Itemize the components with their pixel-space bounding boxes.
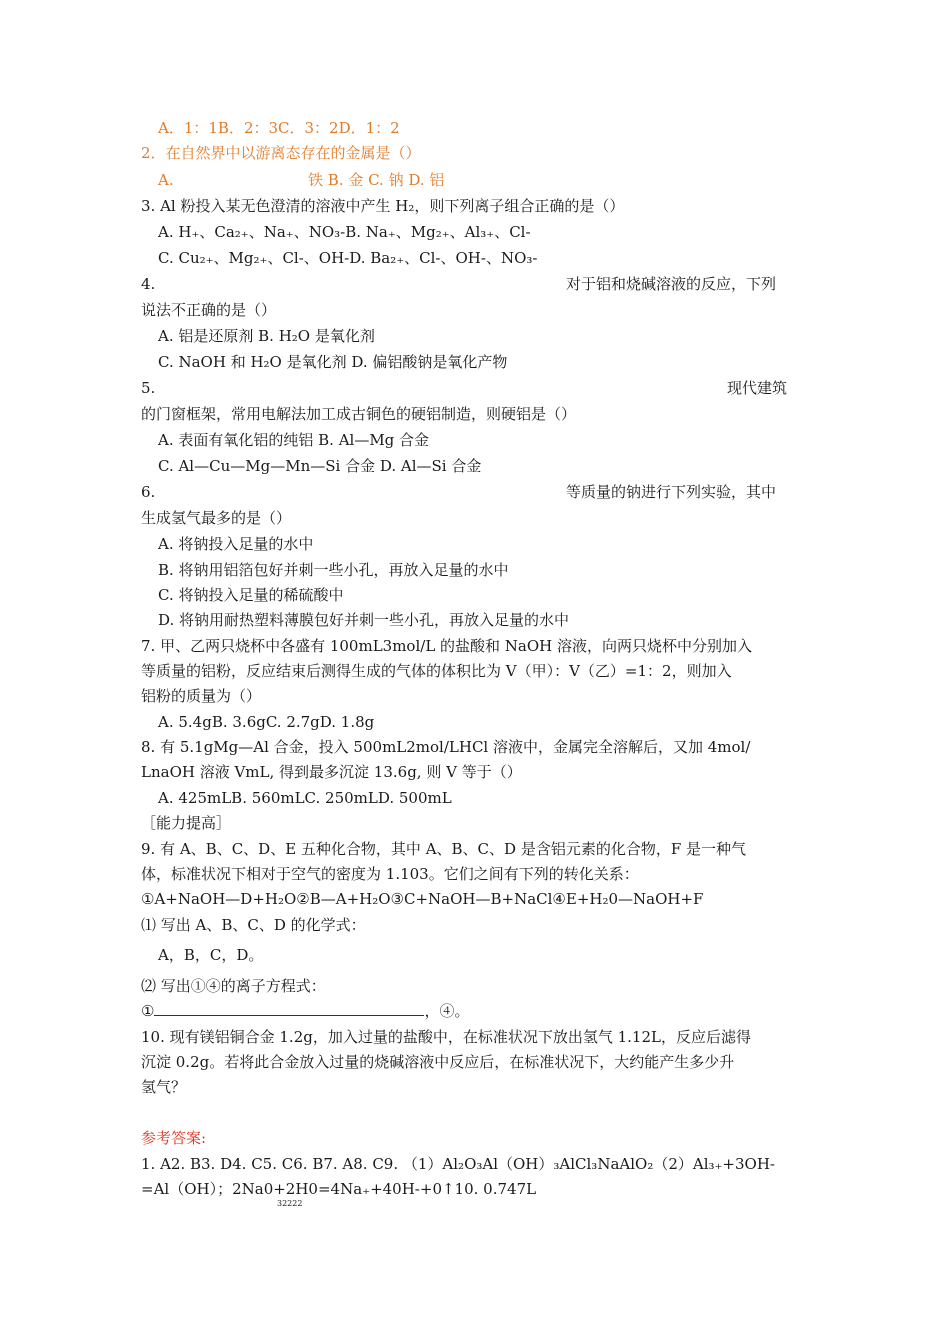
answers-line2: =Al（OH）；2Na0+2H0=4Na₊+40H-+0↑10. 0.747L — [141, 1180, 537, 1198]
q10-stem-cont2: 氢气？ — [141, 1078, 187, 1096]
q9-reactions: ①A+NaOH—D+H₂O②B—A+H₂O③C+NaOH—B+NaCl④E+H₂0—NaOH+F — [141, 890, 704, 908]
q3-stem: 3. Al 粉投入某无色澄清的溶液中产生 H₂，则下列离子组合正确的是（） — [141, 197, 625, 215]
q3-options-cd: C. Cu₂₊、Mg₂₊、Cl-、OH-D. Ba₂₊、Cl-、OH-、NO₃- — [158, 249, 538, 267]
q7-options: A. 5.4gB. 3.6gC. 2.7gD. 1.8g — [158, 713, 375, 731]
blank-marker-1: ① — [141, 1002, 155, 1020]
q8-options: A. 425mLB. 560mLC. 250mLD. 500mL — [158, 789, 452, 807]
answers-heading: 参考答案: — [141, 1129, 207, 1147]
answers-line1: 1. A2. B3. D4. C5. C6. B7. A8. C9. （1）Al₂O₃Al（OH）₃AlCl₃NaAlO₂（2）Al₃₊+3OH- — [141, 1155, 775, 1173]
q5-options-cd: C. Al—Cu—Mg—Mn—Si 合金 D. Al—Si 合金 — [158, 457, 482, 475]
q7-stem-cont1: 等质量的铝粉，反应结束后测得生成的气体的体积比为 V（甲）：V（乙）=1：2，则加入 — [141, 662, 732, 680]
q5-options-ab: A. 表面有氧化铝的纯铝 B. Al—Mg 合金 — [158, 431, 430, 449]
blank-marker-4: ，④。 — [424, 1002, 470, 1020]
q4-options-ab: A. 铝是还原剂 B. H₂O 是氧化剂 — [158, 327, 375, 345]
q10-stem: 10. 现有镁铝铜合金 1.2g，加入过量的盐酸中，在标准状况下放出氢气 1.12L，反应后滤得 — [141, 1028, 751, 1046]
q8-stem-cont: LnaOH 溶液 VmL, 得到最多沉淀 13.6g, 则 V 等于（） — [141, 763, 522, 781]
q7-stem: 7. 甲、乙两只烧杯中各盛有 100mL3mol/L 的盐酸和 NaOH 溶液，向两只烧杯中分别加入 — [141, 637, 753, 655]
q4-stem-cont: 说法不正确的是（） — [141, 301, 277, 319]
section-heading: ［能力提高］ — [141, 814, 232, 832]
q2-stem: 2．在自然界中以游离态存在的金属是（） — [141, 144, 421, 162]
q2-options: 铁 B. 金 C. 钠 D. 铝 — [308, 171, 445, 189]
q4-number: 4. — [141, 275, 156, 293]
q6-option-b: B. 将钠用铝箔包好并刺一些小孔，再放入足量的水中 — [158, 561, 509, 579]
q6-stem-cont: 生成氢气最多的是（） — [141, 509, 292, 527]
q3-options-ab: A. H₊、Ca₂₊、Na₊、NO₃-B. Na₊、Mg₂₊、Al₃₊、Cl- — [158, 223, 531, 241]
q6-number: 6. — [141, 483, 156, 501]
q9-part1-blanks: A，B，C，D。 — [158, 946, 264, 964]
q10-stem-cont1: 沉淀 0.2g。若将此合金放入过量的烧碱溶液中反应后，在标准状况下，大约能产生多少升 — [141, 1053, 735, 1071]
q1-options: A．1：1B．2：3C．3：2D．1：2 — [158, 119, 400, 137]
q9-part2-blank — [141, 1001, 469, 1021]
q6-option-d: D. 将钠用耐热塑料薄膜包好并刺一些小孔，再放入足量的水中 — [158, 611, 570, 629]
q6-option-c: C. 将钠投入足量的稀硫酸中 — [158, 586, 344, 604]
q9-stem-cont: 体，标准状况下相对于空气的密度为 1.103。它们之间有下列的转化关系： — [141, 865, 639, 883]
answer-blank-line — [154, 1001, 424, 1016]
q4-options-cd: C. NaOH 和 H₂O 是氧化剂 D. 偏铝酸钠是氧化产物 — [158, 353, 508, 371]
q9-part2: ⑵ 写出①④的离子方程式： — [141, 977, 326, 995]
answers-subscripts: 32222 — [277, 1199, 303, 1208]
q6-stem-right: 等质量的钠进行下列实验，其中 — [566, 483, 777, 501]
q9-stem: 9. 有 A、B、C、D、E 五种化合物，其中 A、B、C、D 是含铝元素的化合物，F 是一种气 — [141, 840, 746, 858]
q7-stem-cont2: 铝粉的质量为（） — [141, 687, 262, 705]
q5-stem-cont: 的门窗框架，常用电解法加工成古铜色的硬铝制造，则硬铝是（） — [141, 405, 577, 423]
q6-option-a: A. 将钠投入足量的水中 — [158, 535, 314, 553]
q4-stem-right: 对于铝和烧碱溶液的反应，下列 — [566, 275, 777, 293]
q5-stem-right: 现代建筑 — [727, 379, 788, 397]
q8-stem: 8. 有 5.1gMg—Al 合金，投入 500mL2mol/LHCl 溶液中，金属完全溶解后，又加 4mol/ — [141, 738, 751, 756]
q9-part1: ⑴ 写出 A、B、C、D 的化学式： — [141, 916, 366, 934]
q5-number: 5. — [141, 379, 156, 397]
q2-option-label: A. — [158, 171, 174, 189]
